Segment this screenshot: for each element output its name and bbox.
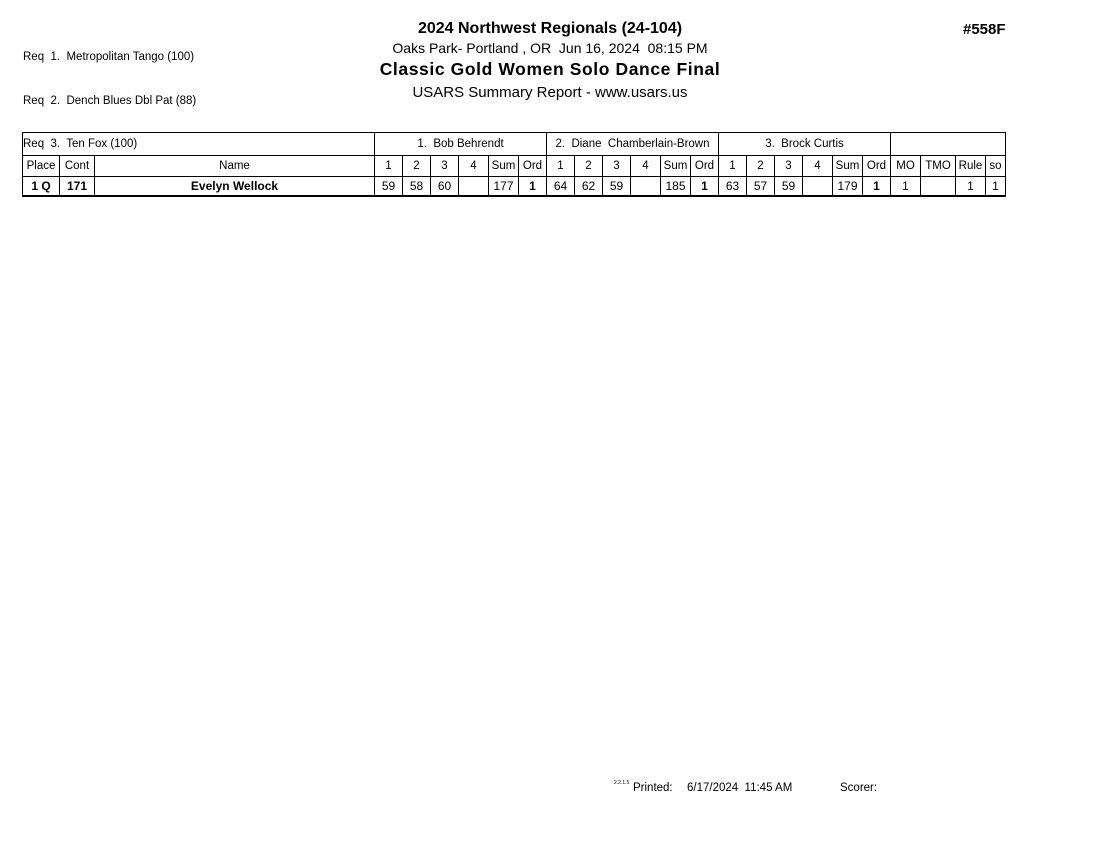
report-number: #558F xyxy=(963,21,1006,38)
judge-2-name: 2. Diane Chamberlain-Brown xyxy=(547,133,719,156)
printed-timestamp: 6/17/2024 11:45 AM xyxy=(687,782,793,794)
judge1-sum-cell: 177 xyxy=(489,177,519,197)
so-header: so xyxy=(986,156,1006,177)
judge1-ord-cell: 1 xyxy=(519,177,547,197)
judges-header-row xyxy=(23,133,1006,156)
tmo-cell xyxy=(921,177,956,197)
mo-header: MO xyxy=(891,156,921,177)
spacer-cell xyxy=(23,133,375,156)
judge2-ord-header: Ord xyxy=(691,156,719,177)
judge1-sum-header: Sum xyxy=(489,156,519,177)
judge2-sum-cell: 185 xyxy=(661,177,691,197)
place-cell: 1 Q xyxy=(23,177,60,197)
judge2-mark1-header: 1 xyxy=(547,156,575,177)
tmo-header: TMO xyxy=(921,156,956,177)
judge-3-name: 3. Brock Curtis xyxy=(719,133,891,156)
so-cell: 1 xyxy=(986,177,1006,197)
spacer-cell xyxy=(891,133,1006,156)
judge3-mark4-cell xyxy=(803,177,833,197)
scorer-label: Scorer: xyxy=(840,782,878,794)
judge1-ord-header: Ord xyxy=(519,156,547,177)
judge1-mark2-cell: 58 xyxy=(403,177,431,197)
mo-cell: 1 xyxy=(891,177,921,197)
software-version: 2.2.1.5 xyxy=(614,780,630,786)
judge1-mark1-cell: 59 xyxy=(375,177,403,197)
competition-title: 2024 Northwest Regionals (24-104) xyxy=(417,20,683,37)
judge3-sum-header: Sum xyxy=(833,156,863,177)
report-subtitle: USARS Summary Report - www.usars.us xyxy=(412,84,688,101)
contestant-number-cell: 171 xyxy=(60,177,95,197)
judge1-mark2-header: 2 xyxy=(403,156,431,177)
judge3-ord-header: Ord xyxy=(863,156,891,177)
judge2-mark3-cell: 59 xyxy=(603,177,631,197)
judge3-mark1-header: 1 xyxy=(719,156,747,177)
result-row xyxy=(23,177,1006,197)
judge1-mark1-header: 1 xyxy=(375,156,403,177)
judge2-mark4-header: 4 xyxy=(631,156,661,177)
judge2-ord-cell: 1 xyxy=(691,177,719,197)
judge2-sum-header: Sum xyxy=(661,156,691,177)
place-header: Place xyxy=(23,156,60,177)
judge1-mark4-header: 4 xyxy=(459,156,489,177)
judge1-mark4-cell xyxy=(459,177,489,197)
judge3-mark2-header: 2 xyxy=(747,156,775,177)
judge3-mark4-header: 4 xyxy=(803,156,833,177)
judge2-mark2-cell: 62 xyxy=(575,177,603,197)
rule-header: Rule xyxy=(956,156,986,177)
judge3-mark2-cell: 57 xyxy=(747,177,775,197)
requirement-item-1: Req 1. Metropolitan Tango (100) xyxy=(23,51,195,63)
judge3-ord-cell: 1 xyxy=(863,177,891,197)
judge2-mark3-header: 3 xyxy=(603,156,631,177)
judge2-mark4-cell xyxy=(631,177,661,197)
requirement-item-2: Req 2. Dench Blues Dbl Pat (88) xyxy=(23,94,197,107)
judge3-sum-cell: 179 xyxy=(833,177,863,197)
name-header: Name xyxy=(95,156,375,177)
judge2-mark1-cell: 64 xyxy=(547,177,575,197)
skater-name-cell: Evelyn Wellock xyxy=(95,177,375,197)
cont-header: Cont xyxy=(60,156,95,177)
judge1-mark3-cell: 60 xyxy=(431,177,459,197)
requirement-item-3: Req 3. Ten Fox (100) xyxy=(23,138,138,150)
judge2-mark2-header: 2 xyxy=(575,156,603,177)
judge3-mark3-cell: 59 xyxy=(775,177,803,197)
event-title: Classic Gold Women Solo Dance Final xyxy=(379,59,721,79)
column-header-row xyxy=(23,156,1006,177)
venue-date-line: Oaks Park- Portland , OR Jun 16, 2024 08:15 PM xyxy=(392,40,708,56)
judge3-mark3-header: 3 xyxy=(775,156,803,177)
judge-1-name: 1. Bob Behrendt xyxy=(375,133,547,156)
report-header xyxy=(0,0,1100,101)
judge3-mark1-cell: 63 xyxy=(719,177,747,197)
rule-cell: 1 xyxy=(956,177,986,197)
printed-label: Printed: xyxy=(633,782,673,794)
judge1-mark3-header: 3 xyxy=(431,156,459,177)
results-table xyxy=(22,132,1006,197)
